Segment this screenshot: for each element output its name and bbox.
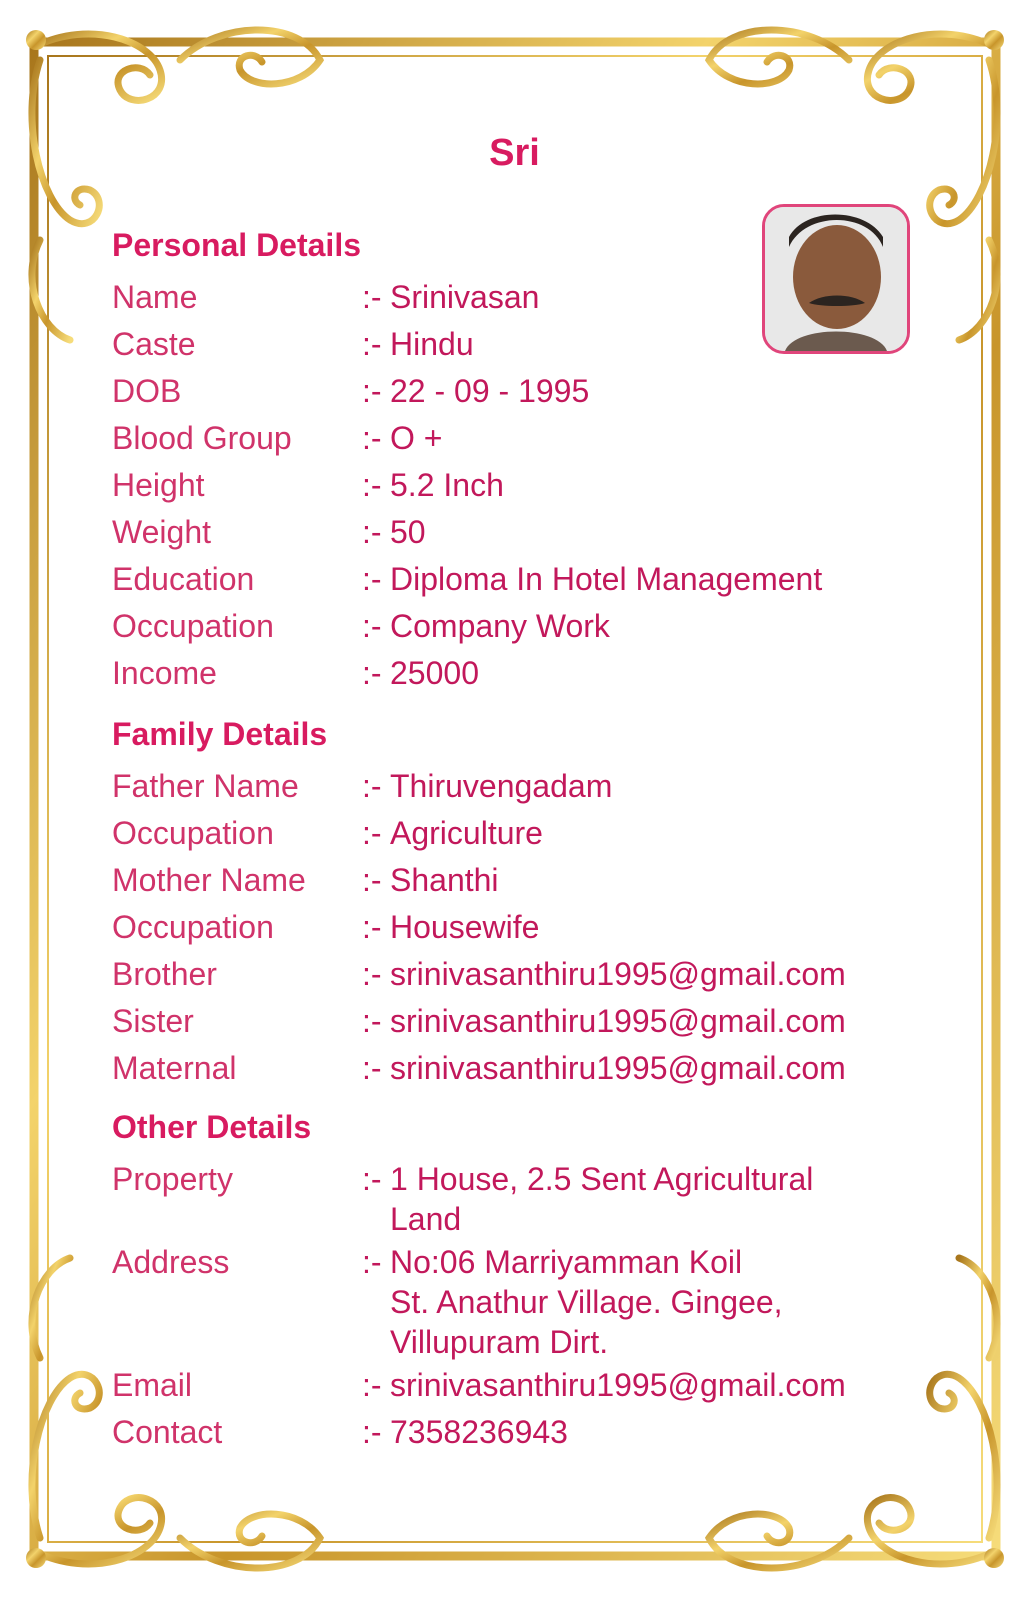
detail-row-mother-name: [112, 857, 912, 904]
detail-row-name: [112, 274, 912, 321]
separator: :-: [362, 1367, 382, 1403]
detail-row-maternal: [112, 1045, 912, 1092]
detail-value: Agriculture: [390, 815, 543, 851]
detail-label: Name: [112, 279, 198, 315]
personal-details-heading: Personal Details: [112, 227, 361, 263]
detail-row-property: [112, 1156, 912, 1239]
separator: :-: [362, 862, 382, 898]
detail-label: Occupation: [112, 909, 274, 945]
separator: :-: [362, 420, 382, 456]
separator: :-: [362, 561, 382, 597]
detail-row-occupation: [112, 603, 912, 650]
detail-label: Height: [112, 467, 205, 503]
separator: :-: [362, 1050, 382, 1086]
family-details-heading: Family Details: [112, 716, 328, 752]
separator: :-: [362, 768, 382, 804]
separator: :-: [362, 514, 382, 550]
detail-value: 7358236943: [390, 1414, 568, 1450]
detail-value: 50: [390, 514, 426, 550]
detail-label: Occupation: [112, 815, 274, 851]
separator: :-: [362, 655, 382, 691]
detail-label: Father Name: [112, 768, 299, 804]
detail-row-email: [112, 1362, 912, 1409]
detail-value: srinivasanthiru1995@gmail.com: [390, 1367, 846, 1403]
detail-label: Caste: [112, 326, 196, 362]
detail-value: 25000: [390, 655, 479, 691]
detail-label: Income: [112, 655, 217, 691]
detail-value: O +: [390, 420, 443, 456]
detail-value: 22 - 09 - 1995: [390, 373, 590, 409]
detail-value: 5.2 Inch: [390, 467, 504, 503]
separator: :-: [362, 326, 382, 362]
detail-row-father-occupation: [112, 810, 912, 857]
detail-label: Address: [112, 1244, 230, 1280]
separator: :-: [362, 1244, 382, 1280]
separator: :-: [362, 1161, 382, 1197]
family-details-list: [112, 763, 912, 1092]
detail-value: No:06 Marriyamman Koil St. Anathur Village. Gingee, Villupuram Dirt.: [390, 1244, 783, 1360]
detail-label: Education: [112, 561, 255, 597]
detail-row-sister: [112, 998, 912, 1045]
detail-value: srinivasanthiru1995@gmail.com: [390, 1050, 846, 1086]
detail-row-contact: [112, 1409, 912, 1456]
detail-row-education: [112, 556, 912, 603]
separator: :-: [362, 1414, 382, 1450]
detail-value: 1 House, 2.5 Sent Agricultural Land: [390, 1161, 814, 1237]
detail-row-blood-group: [112, 415, 912, 462]
separator: :-: [362, 279, 382, 315]
other-details-heading: Other Details: [112, 1109, 312, 1145]
detail-row-address: [112, 1239, 912, 1362]
detail-label: Maternal: [112, 1050, 237, 1086]
detail-value: Srinivasan: [390, 279, 540, 315]
detail-value: Housewife: [390, 909, 540, 945]
separator: :-: [362, 956, 382, 992]
detail-value: Diploma In Hotel Management: [390, 561, 823, 597]
detail-value: Hindu: [390, 326, 474, 362]
detail-label: Property: [112, 1161, 233, 1197]
detail-label: Brother: [112, 956, 217, 992]
detail-label: Contact: [112, 1414, 223, 1450]
detail-label: Sister: [112, 1003, 194, 1039]
other-details-list: [112, 1156, 912, 1456]
personal-details-list: [112, 274, 912, 697]
detail-value: Shanthi: [390, 862, 499, 898]
detail-label: Weight: [112, 514, 212, 550]
detail-row-dob: [112, 368, 912, 415]
detail-row-brother: [112, 951, 912, 998]
detail-label: Email: [112, 1367, 193, 1403]
detail-value: srinivasanthiru1995@gmail.com: [390, 956, 846, 992]
separator: :-: [362, 608, 382, 644]
detail-value: srinivasanthiru1995@gmail.com: [390, 1003, 846, 1039]
detail-value: Thiruvengadam: [390, 768, 613, 804]
page-title: Sri: [489, 132, 540, 174]
separator: :-: [362, 373, 382, 409]
separator: :-: [362, 1003, 382, 1039]
separator: :-: [362, 467, 382, 503]
detail-row-weight: [112, 509, 912, 556]
detail-label: Occupation: [112, 608, 274, 644]
detail-row-height: [112, 462, 912, 509]
detail-label: Blood Group: [112, 420, 292, 456]
separator: :-: [362, 815, 382, 851]
detail-value: Company Work: [390, 608, 610, 644]
detail-row-income: [112, 650, 912, 697]
detail-row-father-name: [112, 763, 912, 810]
detail-label: DOB: [112, 373, 182, 409]
separator: :-: [362, 909, 382, 945]
detail-label: Mother Name: [112, 862, 306, 898]
detail-row-mother-occupation: [112, 904, 912, 951]
detail-row-caste: [112, 321, 912, 368]
